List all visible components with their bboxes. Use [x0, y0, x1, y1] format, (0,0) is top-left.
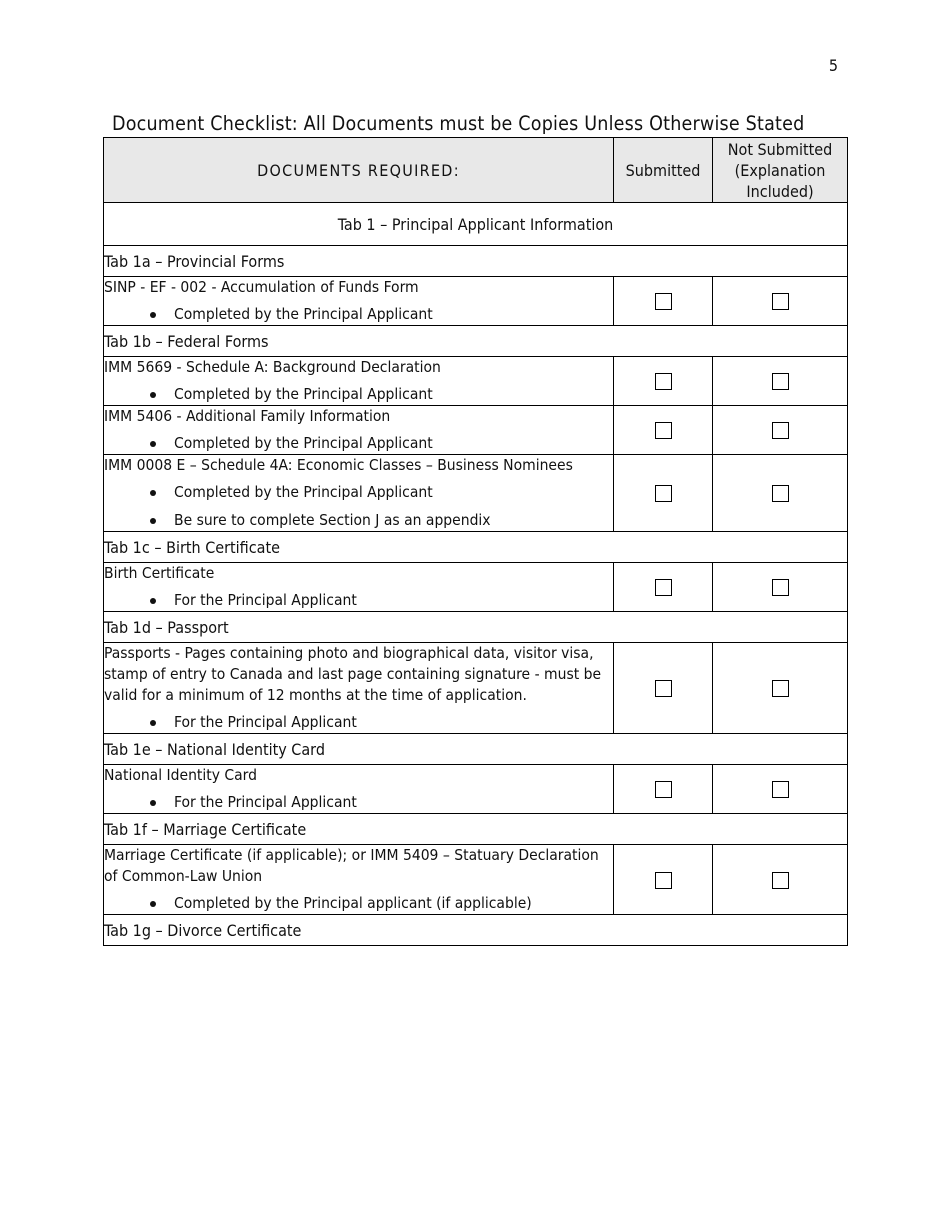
not-submitted-checkbox[interactable] [772, 579, 789, 596]
document-notes [104, 590, 613, 611]
not-submitted-checkbox[interactable] [772, 422, 789, 439]
submitted-checkbox-cell [614, 406, 713, 455]
document-label: SINP - EF - 002 - Accumulation of Funds Form [104, 278, 419, 296]
section-row [104, 326, 848, 357]
document-cell [104, 643, 614, 734]
submitted-checkbox-cell [614, 455, 713, 532]
submitted-checkbox[interactable] [655, 485, 672, 502]
not-submitted-checkbox-cell [713, 643, 848, 734]
document-row [104, 277, 848, 326]
document-cell [104, 455, 614, 532]
submitted-checkbox-cell [614, 277, 713, 326]
document-label: IMM 5669 - Schedule A: Background Declaration [104, 358, 441, 376]
section-title: Tab 1c – Birth Certificate [104, 532, 848, 563]
submitted-checkbox-cell [614, 845, 713, 915]
not-submitted-checkbox-cell [713, 563, 848, 612]
document-label: National Identity Card [104, 766, 257, 784]
not-submitted-checkbox-cell [713, 277, 848, 326]
document-note: For the Principal Applicant [174, 712, 613, 733]
submitted-checkbox-cell [614, 357, 713, 406]
document-cell [104, 563, 614, 612]
not-submitted-checkbox-cell [713, 357, 848, 406]
document-row [104, 765, 848, 814]
document-row [104, 455, 848, 532]
not-submitted-checkbox[interactable] [772, 373, 789, 390]
section-row [104, 814, 848, 845]
document-notes [104, 893, 613, 914]
document-note: Be sure to complete Section J as an appendix [174, 510, 613, 531]
document-row [104, 643, 848, 734]
document-checklist-table [103, 137, 848, 946]
document-row [104, 563, 848, 612]
header-documents-required: DOCUMENTS REQUIRED: [104, 138, 614, 203]
document-row [104, 845, 848, 915]
submitted-checkbox-cell [614, 563, 713, 612]
section-row [104, 734, 848, 765]
document-notes [104, 304, 613, 325]
not-submitted-checkbox-cell [713, 455, 848, 532]
page-title: Document Checklist: All Documents must be Copies Unless Otherwise Stated [112, 112, 805, 135]
submitted-checkbox[interactable] [655, 872, 672, 889]
section-row [104, 612, 848, 643]
document-notes [104, 712, 613, 733]
section-row [104, 532, 848, 563]
submitted-checkbox-cell [614, 643, 713, 734]
document-cell [104, 357, 614, 406]
document-label: Marriage Certificate (if applicable); or IMM 5409 – Statuary Declaration of Common-Law Union [104, 846, 599, 885]
table-header-row [104, 138, 848, 203]
not-submitted-checkbox[interactable] [772, 485, 789, 502]
document-cell [104, 406, 614, 455]
document-notes [104, 482, 613, 531]
section-title: Tab 1f – Marriage Certificate [104, 814, 848, 845]
document-notes [104, 433, 613, 454]
document-cell [104, 277, 614, 326]
document-note: For the Principal Applicant [174, 792, 613, 813]
not-submitted-checkbox-cell [713, 406, 848, 455]
not-submitted-checkbox[interactable] [772, 872, 789, 889]
document-note: Completed by the Principal applicant (if applicable) [174, 893, 613, 914]
header-not-submitted: Not Submitted (Explanation Included) [713, 138, 848, 203]
document-note: Completed by the Principal Applicant [174, 482, 613, 503]
document-label: IMM 0008 E – Schedule 4A: Economic Classes – Business Nominees [104, 456, 573, 474]
document-notes [104, 384, 613, 405]
header-submitted: Submitted [614, 138, 713, 203]
submitted-checkbox[interactable] [655, 373, 672, 390]
submitted-checkbox-cell [614, 765, 713, 814]
document-label: Birth Certificate [104, 564, 215, 582]
section-title: Tab 1b – Federal Forms [104, 326, 848, 357]
document-note: Completed by the Principal Applicant [174, 304, 613, 325]
submitted-checkbox[interactable] [655, 579, 672, 596]
section-row [104, 246, 848, 277]
document-cell [104, 845, 614, 915]
not-submitted-checkbox[interactable] [772, 293, 789, 310]
not-submitted-checkbox-cell [713, 765, 848, 814]
document-note: Completed by the Principal Applicant [174, 384, 613, 405]
not-submitted-checkbox[interactable] [772, 781, 789, 798]
page-number: 5 [828, 56, 838, 75]
submitted-checkbox[interactable] [655, 422, 672, 439]
section-title: Tab 1g – Divorce Certificate [104, 915, 848, 946]
document-row [104, 357, 848, 406]
document-notes [104, 792, 613, 813]
document-label: IMM 5406 - Additional Family Information [104, 407, 391, 425]
submitted-checkbox[interactable] [655, 781, 672, 798]
tab-main-row [104, 203, 848, 246]
not-submitted-checkbox[interactable] [772, 680, 789, 697]
submitted-checkbox[interactable] [655, 293, 672, 310]
section-row [104, 915, 848, 946]
submitted-checkbox[interactable] [655, 680, 672, 697]
document-note: Completed by the Principal Applicant [174, 433, 613, 454]
section-title: Tab 1e – National Identity Card [104, 734, 848, 765]
document-row [104, 406, 848, 455]
document-note: For the Principal Applicant [174, 590, 613, 611]
not-submitted-checkbox-cell [713, 845, 848, 915]
section-title: Tab 1a – Provincial Forms [104, 246, 848, 277]
tab-main-title: Tab 1 – Principal Applicant Information [104, 203, 848, 246]
document-cell [104, 765, 614, 814]
checklist-body [104, 203, 848, 946]
section-title: Tab 1d – Passport [104, 612, 848, 643]
document-label: Passports - Pages containing photo and biographical data, visitor visa, stamp of entry to Canada and last page containing signature - must be valid for a minimum of 12 months at the time of application. [104, 644, 602, 704]
